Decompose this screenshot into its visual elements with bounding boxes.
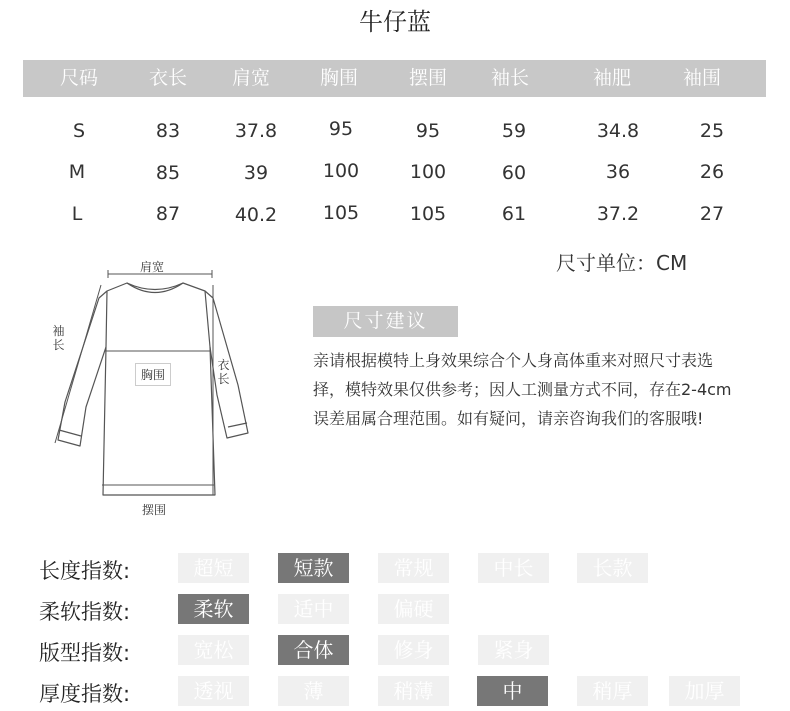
index-chip-selected: 短款 — [278, 553, 349, 583]
shirt-outline-icon — [45, 255, 255, 520]
table-cell: 87 — [155, 203, 181, 225]
header-cell: 袖肥 — [592, 67, 632, 89]
header-cell: 摆围 — [408, 67, 448, 89]
index-chip-selected: 中 — [477, 676, 548, 706]
table-cell: 95 — [415, 120, 441, 142]
hem-label: 摆围 — [142, 503, 167, 517]
table-cell: 60 — [501, 162, 527, 184]
index-chip: 宽松 — [178, 635, 249, 665]
index-chip-selected: 合体 — [278, 635, 349, 665]
body-length-label-2: 长 — [217, 372, 230, 386]
table-cell: 105 — [322, 202, 360, 224]
body-length-label-1: 衣 — [217, 358, 230, 372]
index-label: 厚度指数: — [39, 682, 131, 706]
index-chip: 修身 — [378, 635, 449, 665]
garment-diagram — [45, 255, 255, 520]
table-cell: 40.2 — [234, 204, 278, 226]
table-cell: 85 — [155, 162, 181, 184]
advice-text: 亲请根据模特上身效果综合个人身高体重来对照尺寸表选择，模特效果仅供参考；因人工测量方式不同，存在2-4cm误差届属合理范围。如有疑问，请亲咨询我们的客服哦! — [313, 351, 732, 428]
index-chip: 稍薄 — [378, 676, 449, 706]
index-chip: 常规 — [378, 553, 449, 583]
index-chip: 稍厚 — [577, 676, 648, 706]
table-cell: L — [71, 203, 83, 225]
table-cell: 26 — [699, 161, 725, 183]
table-cell: 95 — [328, 118, 354, 140]
table-cell: 105 — [409, 203, 447, 225]
index-chip: 中长 — [478, 553, 549, 583]
header-cell: 袖围 — [682, 67, 722, 89]
header-cell: 衣长 — [148, 67, 188, 89]
sleeve-length-label-1: 袖 — [52, 324, 65, 338]
table-cell: M — [68, 161, 86, 183]
index-chip: 适中 — [278, 594, 349, 624]
shoulder-label: 肩宽 — [140, 260, 165, 274]
table-cell: S — [72, 120, 86, 142]
index-chip: 加厚 — [669, 676, 740, 706]
table-cell: 36 — [605, 161, 631, 183]
index-label: 长度指数: — [39, 559, 131, 583]
index-chip: 薄 — [278, 676, 349, 706]
chest-label: 胸围 — [135, 363, 171, 386]
page-title: 牛仔蓝 — [359, 8, 431, 36]
index-chip-selected: 柔软 — [178, 594, 249, 624]
table-cell: 37.8 — [234, 120, 278, 142]
header-cell: 胸围 — [319, 67, 359, 89]
index-label: 柔软指数: — [39, 600, 131, 624]
index-chip: 透视 — [178, 676, 249, 706]
table-cell: 34.8 — [596, 120, 640, 142]
sleeve-length-label-2: 长 — [52, 338, 65, 352]
table-cell: 37.2 — [596, 203, 640, 225]
table-cell: 27 — [699, 203, 725, 225]
table-cell: 25 — [699, 120, 725, 142]
table-cell: 83 — [155, 120, 181, 142]
index-chip: 超短 — [178, 553, 249, 583]
table-cell: 61 — [501, 203, 527, 225]
header-cell: 肩宽 — [231, 67, 271, 89]
index-chip: 紧身 — [478, 635, 549, 665]
index-chip: 偏硬 — [378, 594, 449, 624]
table-cell: 100 — [322, 160, 360, 182]
table-cell: 39 — [243, 162, 269, 184]
index-chip: 长款 — [577, 553, 648, 583]
header-cell: 袖长 — [490, 67, 530, 89]
unit-note: 尺寸单位：CM — [556, 251, 688, 275]
header-cell: 尺码 — [59, 67, 99, 89]
advice-title: 尺寸建议 — [313, 306, 458, 337]
table-header — [23, 60, 766, 97]
index-label: 版型指数: — [39, 641, 131, 665]
table-cell: 100 — [409, 161, 447, 183]
table-cell: 59 — [501, 120, 527, 142]
